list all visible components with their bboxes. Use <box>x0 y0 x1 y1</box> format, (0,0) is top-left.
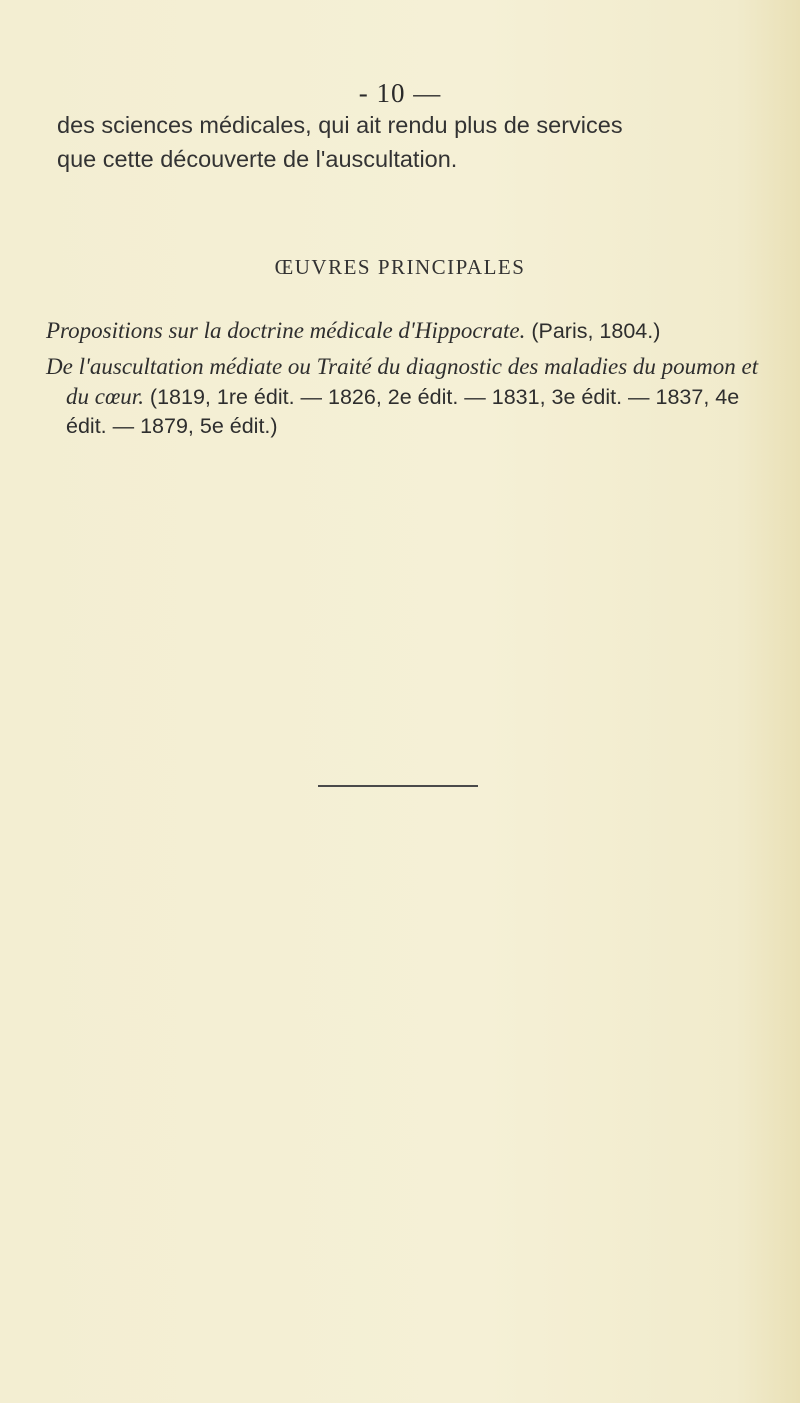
body-paragraph <box>57 108 772 176</box>
paragraph-line-2: que cette découverte de l'auscultation. <box>57 146 458 172</box>
work-details: (Paris, 1804.) <box>525 319 661 343</box>
page-number: - 10 — <box>358 78 442 108</box>
work-title: Propositions sur la doctrine médicale d'Hippocrate. <box>46 318 526 343</box>
paragraph-line-1: des sciences médicales, qui ait rendu plus de services <box>57 112 623 138</box>
works-list <box>46 316 776 447</box>
work-title: De l'auscultation médiate ou Traité du diagnostic des maladies du poumon et du cœur. <box>46 354 759 409</box>
work-entry <box>46 316 776 346</box>
work-details: (1819, 1re édit. — 1826, 2e édit. — 1831, 3e édit. — 1837, 4e édit. — 1879, 5e édit.) <box>66 385 740 438</box>
separator-rule <box>318 785 478 787</box>
work-entry <box>46 352 776 441</box>
section-title: ŒUVRES PRINCIPALES <box>274 255 526 279</box>
